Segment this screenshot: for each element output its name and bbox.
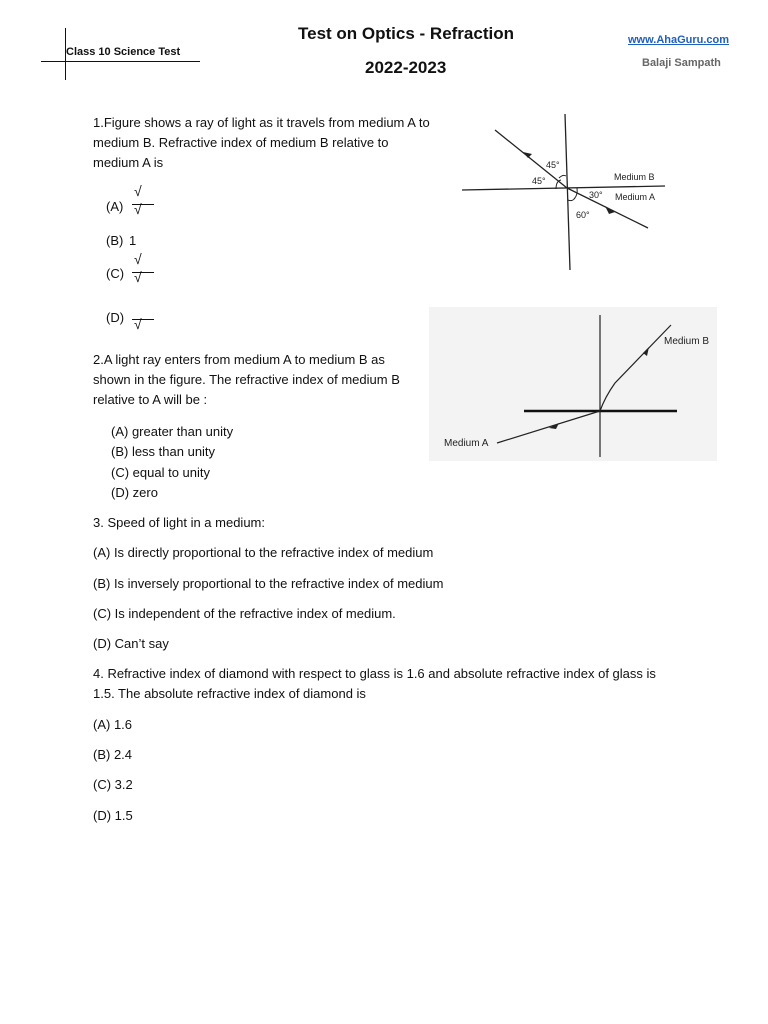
q1-option-c-label: (C)	[106, 266, 125, 281]
page-year: 2022-2023	[365, 58, 447, 77]
angle-label-60: 60°	[576, 210, 590, 220]
medium-b-label: Medium B	[664, 336, 710, 347]
q1-text: 1.Figure shows a ray of light as it travels from medium A to medium B. Refractive index of medium B relative to medium A is	[93, 115, 430, 170]
radical-symbol: √	[134, 251, 142, 267]
q2-option-a: (A) greater than unity	[111, 424, 234, 439]
author-name: Balaji Sampath	[642, 57, 721, 69]
class-label: Class 10 Science Test	[66, 46, 181, 58]
q1-option-d-fraction	[132, 300, 156, 336]
q1-refraction-figure	[455, 110, 670, 275]
q3-option-b: (B) Is inversely proportional to the refractive index of medium	[93, 576, 444, 591]
medium-a-label: Medium A	[444, 438, 489, 449]
q4-option-b: (B) 2.4	[93, 747, 133, 762]
angle-arc	[559, 175, 566, 178]
page-title: Test on Optics - Refraction	[298, 24, 514, 43]
radical-symbol: √	[134, 183, 142, 199]
q1-option-b-label: (B)	[106, 233, 124, 248]
q2-option-b: (B) less than unity	[111, 444, 216, 459]
header-cross-horizontal	[41, 61, 200, 62]
q1-option-a-label: (A)	[106, 199, 124, 214]
q2-option-c: (C) equal to unity	[111, 465, 210, 480]
q1-option-d-label: (D)	[106, 310, 125, 325]
q3-option-c: (C) Is independent of the refractive index of medium.	[93, 606, 396, 621]
q2-refraction-figure	[429, 307, 717, 461]
radical-symbol: √	[134, 316, 142, 332]
medium-a-label: Medium A	[615, 192, 656, 202]
q4-option-c: (C) 3.2	[93, 777, 133, 792]
q3-text: 3. Speed of light in a medium:	[93, 515, 265, 530]
q4-option-a: (A) 1.6	[93, 717, 133, 732]
q4-option-d: (D) 1.5	[93, 808, 133, 823]
q3-option-a: (A) Is directly proportional to the refractive index of medium	[93, 545, 434, 560]
interface-line	[462, 186, 665, 190]
website-link[interactable]: www.AhaGuru.com	[628, 34, 730, 46]
angle-label-45-top: 45°	[546, 160, 560, 170]
angle-label-30: 30°	[589, 190, 603, 200]
q1-option-a-fraction	[132, 185, 156, 221]
incident-ray	[495, 130, 567, 188]
q2-text: 2.A light ray enters from medium A to medium B as shown in the figure. The refractive index of medium B relative to A will be :	[93, 352, 400, 407]
angle-arc	[574, 188, 577, 199]
radical-symbol: √	[134, 269, 142, 285]
q1-option-c-fraction	[132, 253, 156, 289]
angle-label-45-left: 45°	[532, 176, 546, 186]
arrowhead	[605, 206, 615, 214]
radical-symbol: √	[134, 201, 142, 217]
q2-option-d: (D) zero	[111, 485, 158, 500]
q1-option-b-value: 1	[129, 233, 137, 248]
medium-b-label: Medium B	[614, 172, 655, 182]
q3-option-d: (D) Can’t say	[93, 636, 169, 651]
arrowhead	[523, 152, 532, 158]
q4-text: 4. Refractive index of diamond with respect to glass is 1.6 and absolute refractive index of glass is 1.5. The absolute refractive index of diamond is	[93, 666, 656, 701]
normal-line	[565, 114, 570, 270]
